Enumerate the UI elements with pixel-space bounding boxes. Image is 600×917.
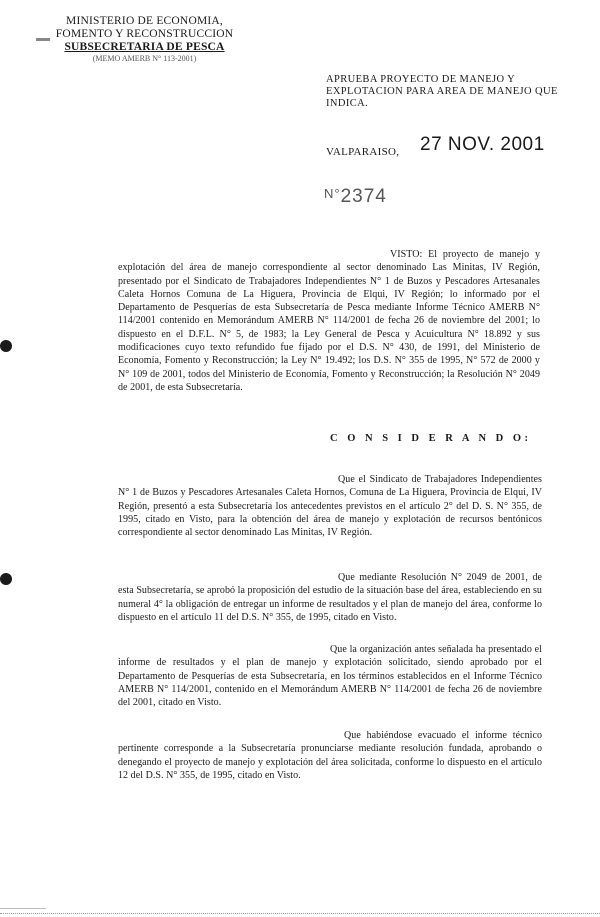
page-bottom-edge [0,913,600,915]
number-prefix: N° [324,186,341,201]
letterhead [52,15,237,64]
subsecretariat-name: SUBSECRETARIA DE PESCA [64,41,225,53]
scan-mark [36,38,50,41]
memo-reference: (MEMO AMERB N° 113-2001) [92,54,197,63]
binder-hole-top [0,340,12,352]
ministry-name-cont: FOMENTO Y RECONSTRUCCION [55,28,234,40]
visto-paragraph: VISTO: El proyecto de manejo y explotación del área de manejo correspondiente al sector denominado Las Minitas, IV Región, presentado por el Sindicato de Trabajadores Independientes N° 1 de Buzos y Pescadores Artesanales Caleta Hornos Comuna de La Higuera, Provincia de Elqui, IV Región; lo informado por el Departamento de Pesquerías de esta Subsecretaría de Pesca mediante Informe Técnico AMERB N° 114/2001 contenido en Memorándum AMERB N° 114/2001 de fecha 26 de noviembre del 2001; lo dispuesto en el D.F.L. N° 5, de 1983; la Ley General de Pesca y Acuicultura N° 18.892 y sus modificaciones cuyo texto refundido fue fijado por el D.S. N° 430, de 1991, del Ministerio de Economía, Fomento y Reconstrucción; la Ley N° 19.492; los D.S. N° 355 de 1995, N° 572 de 2000 y N° 109 de 2001, todos del Ministerio de Economía, Fomento y Reconstrucción; la Resolución N° 2049 de 2001, de esta Subsecretaría. [118,249,540,393]
considerando-heading: C O N S I D E R A N D O: [330,433,532,444]
binder-hole-bottom [0,573,12,585]
resolution-subject: APRUEBA PROYECTO DE MANEJO Y EXPLOTACION PARA AREA DE MANEJO QUE INDICA. [326,74,558,109]
considerando-paragraph-1: Que el Sindicato de Trabajadores Independientes N° 1 de Buzos y Pescadores Artesanales Caleta Hornos, Comuna de La Higuera, Provincia de Elqui, IV Región, presentó a esta Subsecretaría los antecedentes previstos en el artículo 2° del D. S. N° 355, de 1995, citado en Visto, para la obtención del área de manejo y explotación de recursos bentónicos correspondiente al sector denominado Las Minitas, IV Región. [118,474,542,539]
ministry-name: MINISTERIO DE ECONOMIA, [66,15,223,27]
considerando-paragraph-3: Que la organización antes señalada ha presentado el informe de resultados y el plan de manejo y explotación solicitado, siendo aprobado por el Departamento de Pesquerías de esta Subsecretaría, en los términos establecidos en el Informe Técnico AMERB N° 114/2001, contenido en el Memorándum AMERB N° 114/2001 de fecha 26 de noviembre del 2001, citado en Visto. [118,644,542,709]
place-label: VALPARAISO, [326,146,400,158]
considerando-paragraph-2: Que mediante Resolución N° 2049 de 2001, de esta Subsecretaría, se aprobó la proposición del estudio de la situación base del área, estableciendo en su numeral 4° la obligación de entregar un informe de resultados y el plan de manejo del área, conforme lo dispuesto en el artículo 11 del D.S. N° 355, de 1995, citado en Visto. [118,572,542,623]
number-value: 2374 [340,186,387,207]
date-stamp: 27 NOV. 2001 [420,134,545,155]
scan-edge-mark [0,908,46,909]
considerando-paragraph-4: Que habiéndose evacuado el informe técnico pertinente corresponde a la Subsecretaría pronunciarse mediante resolución fundada, aprobando o denegando el proyecto de manejo y explotación del área solicitada, conforme lo dispuesto en el artículo 12 del D.S. N° 355, de 1995, citado en Visto. [118,730,542,781]
resolution-number [324,186,387,208]
